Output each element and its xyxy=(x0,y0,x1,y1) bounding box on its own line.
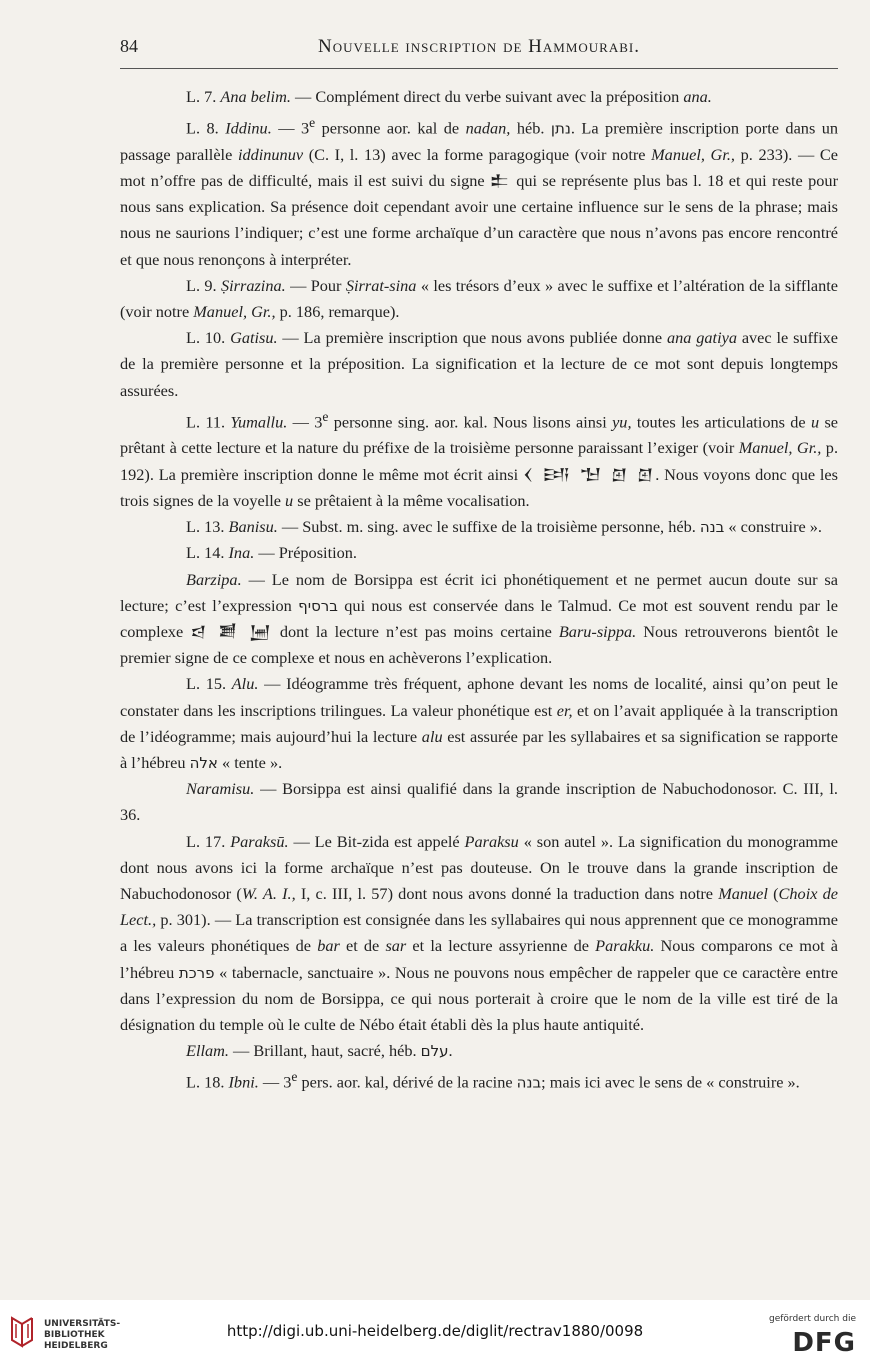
paragraph-l9: L. 9. Ṣirrazina. — Pour Ṣirrat-sina « les trésors d’eux » avec le suffixe et l’altération de la sifflante (voir notre Manuel, Gr., p. 186, remarque). xyxy=(120,275,838,322)
paragraph-l11: L. 11. Yumallu. — 3e personne sing. aor. kal. Nous lisons ainsi yu, toutes les articulations de u se prêtant à cette lecture et la nature du préfixe de la troisième personne paraissant l’exiger (voir Manuel, Gr., p. 192). La première inscription donne le même mot écrit ainsi 𒌋 𒅀 𒈠 𒇻 𒇻. Nous voyons donc que les trois signes de la voyelle u se prêtaient à la même vocalisation. xyxy=(120,408,839,510)
paragraph-l15: L. 15. Alu. — Idéogramme très fréquent, aphone devant les noms de localité, ainsi qu’on peut le constater dans les inscriptions trilingues. La valeur phonétique est er, et on l’avait appliquée à la transcription de l’idéogramme; mais aujourd’hui la lecture alu est assurée par les syllabaires et sa signification se rapporte à l’hébreu אלה « tente ». xyxy=(120,674,839,772)
funding-note: gefördert durch die xyxy=(769,1314,856,1324)
hebrew-word: בנה xyxy=(699,518,725,537)
paragraph-ellam: Ellam. — Brillant, haut, sacré, héb. עלם. xyxy=(186,1041,453,1061)
page-body xyxy=(120,84,838,1096)
hebrew-word: פרכת xyxy=(178,963,215,982)
paragraph-l7: L. 7. Ana belim. — Complément direct du verbe suivant avec la préposition ana. xyxy=(186,87,712,106)
page-number: 84 xyxy=(120,36,138,56)
header-rule xyxy=(120,68,838,69)
cuneiform-sign: 𒉺 xyxy=(490,171,511,191)
hebrew-word: בנה xyxy=(516,1073,542,1092)
hebrew-word: עלם xyxy=(420,1042,449,1061)
paragraph-l13: L. 13. Banisu. — Subst. m. sing. avec le suffixe de la troisième personne, héb. בנה « construire ». xyxy=(186,517,823,537)
paragraph-barzipa: Barzipa. — Le nom de Borsippa est écrit ici phonétiquement et ne permet aucun doute sur sa lecture; c’est l’expression ברסיף qui nous est conservée dans le Talmud. Ce mot est souvent rendu par le complexe 𒁀 𒋢 𒅁 dont la lecture n’est pas moins certaine Baru-sippa. Nous retrouverons bientôt le premier signe de ce complexe et nous en achèverons l’explication. xyxy=(120,569,839,668)
dfg-logo: DFG xyxy=(792,1328,856,1358)
hebrew-word: ברסיף xyxy=(298,596,338,615)
cuneiform-complex: 𒁀 𒋢 𒅁 xyxy=(190,621,273,641)
paragraph-l8: L. 8. Iddinu. — 3e personne aor. kal de nadan, héb. נתן. La première inscription porte dans un passage parallèle iddinunuv (C. I, l. 13) avec la forme paragogique (voir notre Manuel, Gr., p. 233). — Ce mot n’offre pas de difficulté, mais il est suivi du signe 𒉺 qui se représente plus bas l. 18 et qui reste pour nous sans explication. Sa présence doit cependant avoir une certaine influence sur le sens de la phrase; mais nous ne saurions l’indiquer; c’est une forme archaïque d’un caractère que nous n’avons pas encore rencontré et que nous renonçons à interpréter. xyxy=(120,115,839,269)
hebrew-word: נתן xyxy=(550,119,571,138)
cuneiform-signs: 𒌋 𒅀 𒈠 𒇻 𒇻 xyxy=(522,464,656,484)
permalink[interactable]: http://digi.ub.uni-heidelberg.de/diglit/rectrav1880/0098 xyxy=(226,1322,644,1340)
paragraph-l10: L. 10. Gatisu. — La première inscription que nous avons publiée donne ana gatiya avec le suffixe de la première personne et la préposition. La signification et la lecture de ce mot sont depuis longtemps assurées. xyxy=(120,328,839,400)
paragraph-l14: L. 14. Ina. — Préposition. xyxy=(186,543,357,563)
library-name: UNIVERSITÄTS- BIBLIOTHEK HEIDELBERG xyxy=(44,1319,121,1351)
paragraph-naramisu: Naramisu. — Borsippa est ainsi qualifié dans la grande inscription de Nabuchodonosor. C. III, l. 36. xyxy=(120,779,838,825)
hebrew-word: אלה xyxy=(189,753,218,772)
digitization-footer xyxy=(0,1300,870,1368)
running-title: Nouvelle inscription de Hammourabi. xyxy=(318,36,640,57)
page-header xyxy=(120,36,838,66)
paragraph-l17: L. 17. Paraksū. — Le Bit-zida est appelé Paraksu « son autel ». La signification du monogramme dont nous avons ici la forme archaïque n’est pas douteuse. On le trouve dans la grande inscription de Nabuchodonosor (W. A. I., I, c. III, l. 57) dont nous avons donné la traduction dans notre Manuel (Choix de Lect., p. 301). — La transcription est consignée dans les syllabaires qui nous apprennent que ce monogramme a les valeurs phonétiques de bar et de sar et la lecture assyrienne de Parakku. Nous comparons ce mot à l’hébreu פרכת « tabernacle, sanctuaire ». Nous ne pouvons nous empêcher de rappeler que ce caractère entre dans l’expression du nom de Borsippa, ce qui nous porterait à croire que le nom de la ville est tiré de la désignation du temple où le culte de Nébo était établi dès la plus haute antiquité. xyxy=(120,831,838,1034)
paragraph-l18: L. 18. Ibni. — 3e pers. aor. kal, dérivé de la racine בנה; mais ici avec le sens de « construire ». xyxy=(186,1069,800,1092)
